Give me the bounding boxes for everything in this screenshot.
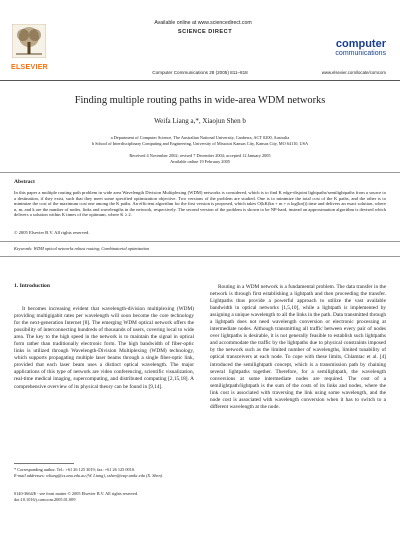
abstract-text: In this paper a multiple routing path problem in wide area Wavelength Division Multiplexing (WDM) networks is considered, which is to find K edge-disjoint lightpaths/semilightpaths from a source to a destination, if they exist, such that they meet some specified optimization objective. Two versions of the problem are studied. One is to minimize the total cost of the K paths, and the other is to minimize the cost of the maximum cost one among the K paths. An efficient algorithm for the first version is proposed, which takes O(kK(kn + m + n log(kn))) time and delivers an exact solution, where n, m, and k are the number of nodes, links and wavelengths in the network, respectively. The second version of the problem is shown to be NP-hard, instead an approximation algorithm is devised which delivers a solution within K times of the optimum, where K ≥ 2. (14, 190, 386, 218)
keywords-bottom-rule (0, 256, 400, 257)
article-title: Finding multiple routing paths in wide-area WDM networks (74, 95, 326, 106)
footnote-doi[interactable]: doi:10.1016/j.comcom.2005.01.009 (14, 497, 76, 502)
article-authors: Weifa Liang a,*, Xiaojun Shen b (154, 117, 246, 125)
footnote-corresponding: * Corresponding author. Tel.: +61 26 125 3019; fax: +61 26 125 0010. (14, 467, 136, 472)
received-dates: Received 4 November 2002; revised 7 December 2004; accepted 12 January 2005 (129, 153, 271, 158)
journal-url[interactable]: www.elsevier.com/locate/comcom (321, 70, 386, 75)
journal-name-line2: communications (335, 50, 386, 57)
footnote-emails[interactable]: E-mail addresses: wliang@cs.anu.edu.au (W. Liang), xshen@cstp.umkc.edu (X. Shen). (14, 473, 164, 478)
abstract-heading: Abstract (14, 179, 35, 185)
right-column (210, 284, 386, 411)
abstract-copyright: © 2005 Elsevier B.V. All rights reserved. (14, 230, 90, 235)
footnote-issn: 0140-3664/$ - see front matter © 2005 Elsevier B.V. All rights reserved. (14, 491, 139, 496)
intro-paragraph-right: Routing in a WDM network is a fundamental problem. The data transfer in the network is through first establishing a lightpath and then proceeding the transfer. Lightpaths thus provide a powerful approach to utilize the vast available bandwidth in optical networks [1,5,10], while a lightpath is implemented by assigning a unique wavelength to all the links in the path. Data transmitted through a lightpath does not need wavelength conversion or electronic processing at intermediate nodes. Although transmitting all traffic between every pair of nodes over lightpaths is desirable, it is not generally feasible to establish such lightpaths and accommodate the traffic by the lightpaths due to physical constraints imposed by the network such as the limited number of wavelengths, limited tunability of optical transceivers at each node. To cope with these limits, Chlamtac et al. [4] introduced the semilightpath concept, which is a transmission path by chaining several lightpaths together. Therefore, for a semilightpath, the wavelength conversions at some intermediate nodes are required. The cost of a semilightpath/lightpath is the sum of the costs of its links and nodes, where the link cost is associated with traversing the link using some wavelength, and the node cost is associated with wavelength conversion when it has to switch to a different wavelength at the node. (210, 284, 386, 410)
publisher-name: ELSEVIER (11, 64, 49, 71)
journal-reference: Computer Communications 28 (2005) 811–818 (152, 70, 248, 75)
keywords: Keywords: WDM optical networks robust routing; Combinatorial optimization (14, 246, 150, 251)
abstract-top-rule (0, 172, 400, 173)
journal-name-line1: computer (335, 38, 386, 50)
header-rule (0, 80, 400, 81)
affiliation-b: b School of Interdisciplinary Computing and Engineering, University of Missouri Kansas City, Kansas City, MO 64110, USA (91, 141, 309, 146)
available-online-date: Available online 19 February 2005 (170, 159, 230, 164)
journal-logo (296, 39, 386, 58)
affiliation-a: a Department of Computer Science, The Australian National University, Canberra, ACT 0200, Australia (110, 135, 290, 140)
left-column (14, 306, 194, 391)
sciencedirect-logo (165, 29, 245, 35)
keywords-top-rule (0, 241, 400, 242)
sciencedirect-text: SCIENCE DIRECT (177, 29, 233, 35)
intro-paragraph-left: It becomes increasing evident that wavelength-division multiplexing (WDM) providing multigigabit rates per wavelength will soon become the core technology for the next-generation Internet [8]. The emerging WDM optical network offers the possibility of interconnecting hundreds of thousands of users, covering local to wide area. The key to the high speed in the network is to maintain the signal in optical form rather than traditionally electronic form. The high bandwidth of fiber-optic links is utilized through Wavelength-Division Multiplexing (WDM) technology, which supports propagating multiple laser beams through a single fiber-optic link, provided that each laser beam uses a distinct optical wavelength. The major applications of this type of network are video conferencing, scientific visualization, real-time medical imaging, supercomputing, and distributed computing [2,15,18]. A comprehensive overview of its physical theory can be found in [9,14]. (14, 306, 194, 390)
available-online-text: Available online at www.sciencedirect.com (154, 20, 252, 26)
section-heading-introduction: 1. Introduction (14, 283, 50, 289)
footnote-rule (14, 463, 74, 464)
elsevier-tree-logo (12, 24, 46, 58)
